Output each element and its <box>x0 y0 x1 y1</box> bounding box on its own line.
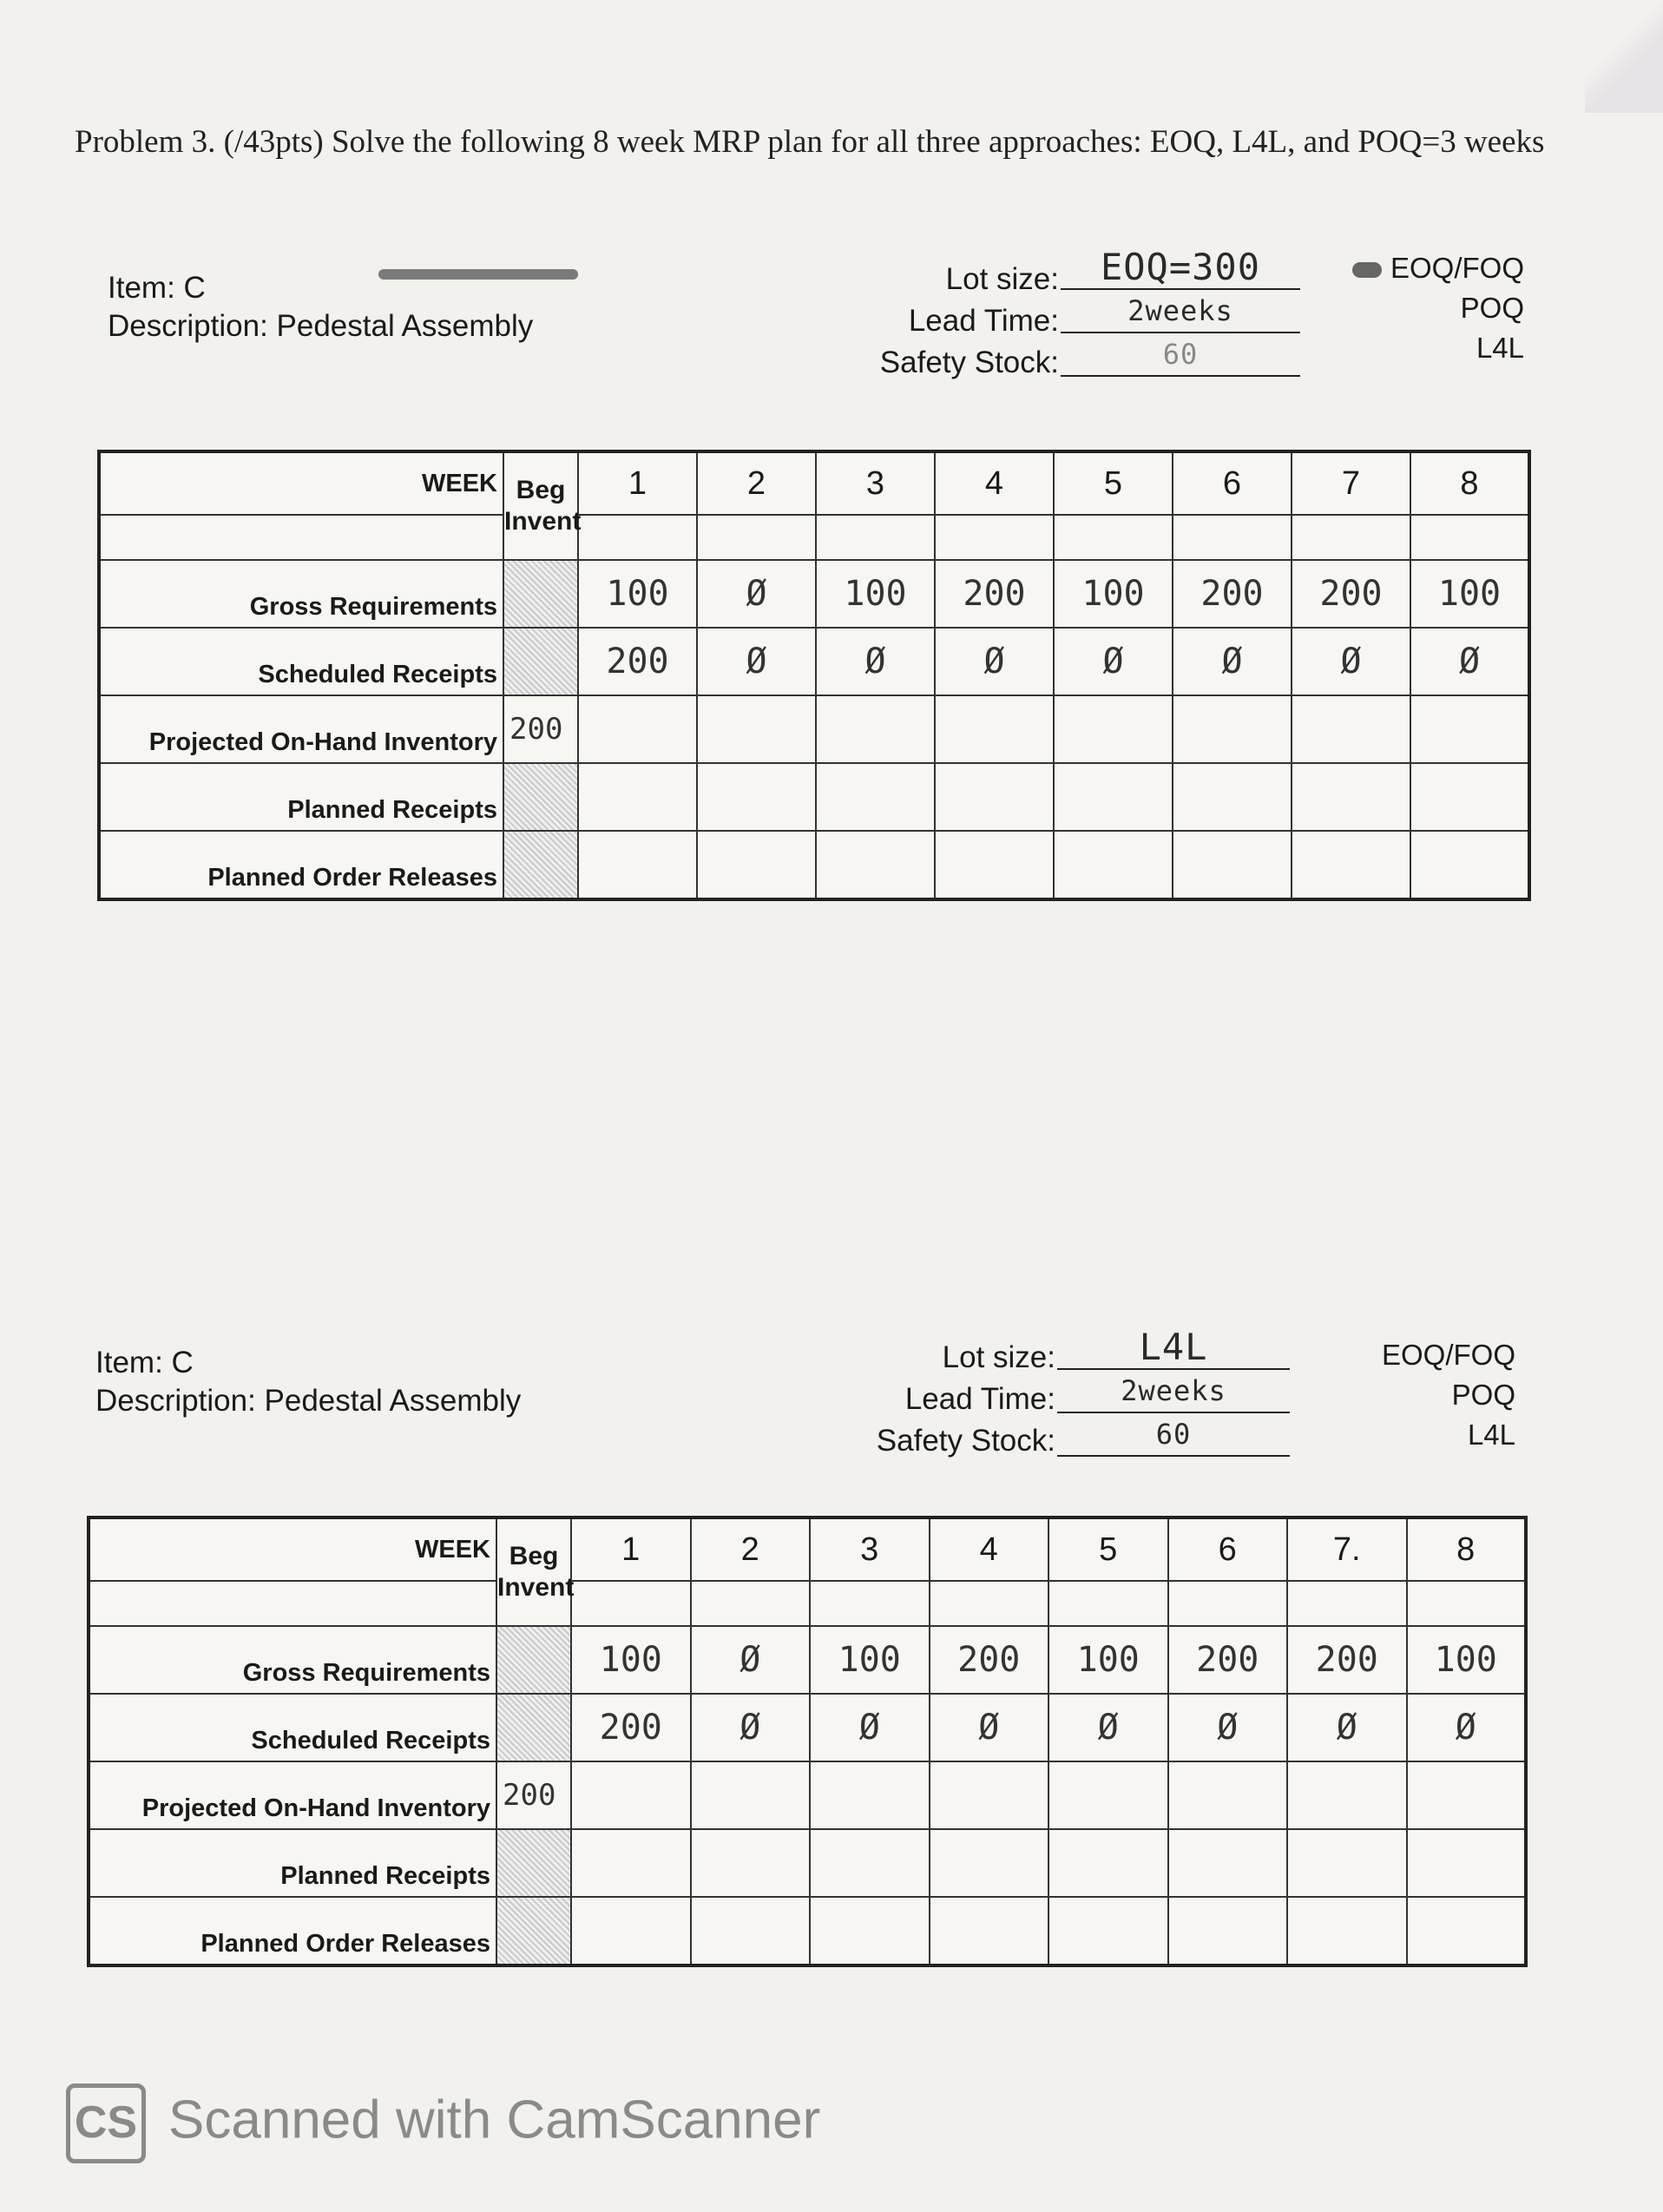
plan2-spacer-row <box>89 1581 1526 1626</box>
camscanner-watermark <box>66 2084 820 2163</box>
plan1-pr-cell[interactable] <box>578 763 697 831</box>
plan1-gross-req-cell[interactable]: 200 <box>935 560 1054 628</box>
plan1-safety-stock-value: 60 <box>1061 333 1300 377</box>
plan1-scheduled-receipts-row <box>99 628 1529 695</box>
plan2-por-cell[interactable] <box>1287 1897 1407 1965</box>
plan1-gross-req-cell[interactable]: Ø <box>697 560 816 628</box>
plan2-gross-req-cell[interactable]: 100 <box>1407 1626 1527 1694</box>
plan2-poh-cell[interactable] <box>1048 1761 1168 1829</box>
plan1-por-cell[interactable] <box>816 831 935 899</box>
plan1-param-values <box>1061 247 1300 377</box>
plan2-week-7: 7. <box>1287 1517 1407 1581</box>
plan2-por-cell[interactable] <box>571 1897 691 1965</box>
plan2-description: Description: Pedestal Assembly <box>95 1384 522 1418</box>
plan2-week-3: 3 <box>810 1517 930 1581</box>
plan2-item: Item: C <box>95 1346 194 1379</box>
plan2-gross-req-cell[interactable]: Ø <box>691 1626 811 1694</box>
plan1-sched-rec-cell[interactable]: Ø <box>935 628 1054 695</box>
plan1-sched-rec-cell[interactable]: Ø <box>816 628 935 695</box>
plan2-poh-cell[interactable] <box>1407 1761 1527 1829</box>
plan2-sched-rec-cell[interactable]: Ø <box>810 1694 930 1761</box>
plan1-planned-receipts-row <box>99 763 1529 831</box>
plan1-poh-cell[interactable] <box>578 695 697 763</box>
plan1-pr-cell[interactable] <box>1410 763 1529 831</box>
plan2-pr-cell[interactable] <box>571 1829 691 1897</box>
plan1-sched-rec-cell[interactable]: Ø <box>697 628 816 695</box>
plan2-method-poq: POQ <box>1451 1379 1515 1411</box>
plan1-week-3: 3 <box>816 451 935 515</box>
plan2-poh-cell[interactable] <box>1168 1761 1288 1829</box>
plan2-lead-time-value: 2weeks <box>1057 1370 1290 1413</box>
plan2-pr-cell[interactable] <box>1407 1829 1527 1897</box>
plan2-pr-cell[interactable] <box>1048 1829 1168 1897</box>
plan2-por-cell[interactable] <box>930 1897 1049 1965</box>
plan2-poh-cell[interactable] <box>691 1761 811 1829</box>
plan1-week-1: 1 <box>578 451 697 515</box>
plan1-item: Item: C <box>108 271 206 305</box>
plan2-sched-rec-cell[interactable]: 200 <box>571 1694 691 1761</box>
scan-edge-artifact <box>1585 0 1663 113</box>
plan2-por-cell[interactable] <box>1168 1897 1288 1965</box>
plan2-param-labels <box>795 1337 1055 1462</box>
plan1-method-list <box>1328 248 1524 368</box>
plan1-poh-cell[interactable] <box>1292 695 1410 763</box>
plan2-sched-rec-cell[interactable]: Ø <box>1168 1694 1288 1761</box>
plan1-week-4: 4 <box>935 451 1054 515</box>
plan2-lead-time-label: Lead Time: <box>904 1382 1055 1416</box>
plan2-lot-size-label: Lot size: <box>942 1340 1055 1374</box>
plan1-poh-cell[interactable] <box>697 695 816 763</box>
plan2-week-1: 1 <box>571 1517 691 1581</box>
plan2-sched-rec-cell[interactable]: Ø <box>1048 1694 1168 1761</box>
plan1-description: Description: Pedestal Assembly <box>108 309 534 343</box>
plan1-projected-on-hand-label: Projected On-Hand Inventory <box>99 695 503 763</box>
plan2-week-6: 6 <box>1168 1517 1288 1581</box>
plan2-gross-req-cell[interactable]: 100 <box>810 1626 930 1694</box>
plan2-sched-rec-cell[interactable]: Ø <box>1287 1694 1407 1761</box>
plan2-scheduled-receipts-row <box>89 1694 1526 1761</box>
plan1-gross-requirements-label: Gross Requirements <box>99 560 503 628</box>
plan2-week-5: 5 <box>1048 1517 1168 1581</box>
plan1-gross-req-cell[interactable]: 100 <box>1410 560 1529 628</box>
plan2-planned-receipts-label: Planned Receipts <box>89 1829 496 1897</box>
plan2-method-l4l: L4L <box>1467 1419 1515 1451</box>
watermark-text: Scanned with CamScanner <box>168 2090 821 2150</box>
plan1-projected-on-hand-row <box>99 695 1529 763</box>
plan1-week-6: 6 <box>1173 451 1292 515</box>
plan1-por-cell[interactable] <box>935 831 1054 899</box>
plan2-safety-stock-label: Safety Stock: <box>876 1424 1055 1458</box>
plan2-gross-req-cell[interactable]: 200 <box>1168 1626 1288 1694</box>
plan1-gross-req-cell[interactable]: 200 <box>1292 560 1410 628</box>
plan2-param-values <box>1057 1327 1290 1457</box>
plan1-lead-time-value: 2weeks <box>1061 290 1300 333</box>
plan1-gross-req-cell[interactable]: 100 <box>1054 560 1173 628</box>
plan2-method-list <box>1319 1335 1515 1455</box>
plan2-week-row <box>89 1517 1526 1581</box>
plan2-gross-req-cell[interactable]: 200 <box>930 1626 1049 1694</box>
plan1-por-cell[interactable] <box>1410 831 1529 899</box>
plan2-sched-rec-cell[interactable]: Ø <box>691 1694 811 1761</box>
plan1-planned-order-releases-row <box>99 831 1529 899</box>
plan2-planned-order-releases-row <box>89 1897 1526 1965</box>
plan2-projected-on-hand-label: Projected On-Hand Inventory <box>89 1761 496 1829</box>
plan1-param-labels <box>799 259 1059 384</box>
plan2-method-eoq: EOQ/FOQ <box>1381 1339 1515 1371</box>
plan2-pr-cell[interactable] <box>930 1829 1049 1897</box>
plan1-item-header <box>108 269 533 346</box>
plan2-scheduled-receipts-label: Scheduled Receipts <box>89 1694 496 1761</box>
plan1-week-row <box>99 451 1529 515</box>
plan2-poh-cell[interactable] <box>571 1761 691 1829</box>
plan2-week-2: 2 <box>691 1517 811 1581</box>
plan1-pr-cell[interactable] <box>697 763 816 831</box>
plan1-gross-req-cell[interactable]: 100 <box>578 560 697 628</box>
plan2-gross-req-cell[interactable]: 100 <box>1048 1626 1168 1694</box>
plan1-sched-rec-cell[interactable]: Ø <box>1410 628 1529 695</box>
plan1-planned-order-releases-label: Planned Order Releases <box>99 831 503 899</box>
plan1-week-label: WEEK <box>99 451 503 515</box>
plan1-scheduled-receipts-label: Scheduled Receipts <box>99 628 503 695</box>
plan1-pr-cell[interactable] <box>1173 763 1292 831</box>
plan2-pr-cell[interactable] <box>1287 1829 1407 1897</box>
plan1-gross-req-cell[interactable]: 100 <box>816 560 935 628</box>
plan2-pr-cell[interactable] <box>691 1829 811 1897</box>
plan1-week-5: 5 <box>1054 451 1173 515</box>
plan1-pr-cell[interactable] <box>1292 763 1410 831</box>
plan1-por-cell[interactable] <box>1054 831 1173 899</box>
plan1-poh-cell[interactable] <box>1173 695 1292 763</box>
plan1-pr-cell[interactable] <box>816 763 935 831</box>
plan2-mrp-table <box>87 1516 1528 1967</box>
plan1-lot-size-value: EOQ=300 <box>1061 247 1300 290</box>
plan1-beg-invent-header: Beg Invent <box>503 451 578 560</box>
plan1-gross-req-cell[interactable]: 200 <box>1173 560 1292 628</box>
plan2-safety-stock-value: 60 <box>1057 1413 1290 1457</box>
plan2-poh-cell[interactable] <box>810 1761 930 1829</box>
plan1-poh-cell[interactable] <box>935 695 1054 763</box>
plan2-gross-requirements-label: Gross Requirements <box>89 1626 496 1694</box>
plan1-por-cell[interactable] <box>578 831 697 899</box>
plan1-method-l4l: L4L <box>1476 332 1524 364</box>
plan2-por-cell[interactable] <box>1048 1897 1168 1965</box>
plan2-week-label: WEEK <box>89 1517 496 1581</box>
plan1-method-eoq: EOQ/FOQ <box>1328 248 1524 288</box>
plan2-projected-on-hand-row <box>89 1761 1526 1829</box>
plan1-poh-cell[interactable] <box>1054 695 1173 763</box>
plan2-lot-size-value: L4L <box>1057 1327 1290 1370</box>
plan2-planned-receipts-row <box>89 1829 1526 1897</box>
problem-statement: Problem 3. (/43pts) Solve the following 8 week MRP plan for all three approaches: EOQ, L4L, and POQ=3 weeks <box>75 124 1545 160</box>
plan2-beg-inventory-value[interactable]: 200 <box>496 1761 571 1829</box>
plan2-gross-requirements-row <box>89 1626 1526 1694</box>
plan1-poh-cell[interactable] <box>1410 695 1529 763</box>
plan2-planned-order-releases-label: Planned Order Releases <box>89 1897 496 1965</box>
plan1-poh-cell[interactable] <box>816 695 935 763</box>
plan2-item-header <box>95 1344 521 1420</box>
plan2-por-cell[interactable] <box>1407 1897 1527 1965</box>
plan1-por-cell[interactable] <box>1173 831 1292 899</box>
plan1-method-poq: POQ <box>1460 292 1524 324</box>
plan1-mrp-table <box>97 450 1531 901</box>
plan2-sched-rec-cell[interactable]: Ø <box>1407 1694 1527 1761</box>
plan2-week-8: 8 <box>1407 1517 1527 1581</box>
plan2-beg-invent-header: Beg Invent <box>496 1517 571 1626</box>
redaction-mark <box>378 269 578 280</box>
plan1-planned-receipts-label: Planned Receipts <box>99 763 503 831</box>
plan1-gross-requirements-row <box>99 560 1529 628</box>
plan2-pr-cell[interactable] <box>810 1829 930 1897</box>
plan1-sched-rec-cell[interactable]: Ø <box>1292 628 1410 695</box>
plan1-sched-rec-cell[interactable]: 200 <box>578 628 697 695</box>
plan2-week-4: 4 <box>930 1517 1049 1581</box>
plan1-pr-cell[interactable] <box>1054 763 1173 831</box>
plan1-por-cell[interactable] <box>1292 831 1410 899</box>
plan1-safety-stock-label: Safety Stock: <box>879 346 1059 379</box>
plan1-week-7: 7 <box>1292 451 1410 515</box>
selected-marker-icon <box>1352 262 1382 278</box>
camscanner-logo-icon: CS <box>66 2084 146 2163</box>
plan2-pr-cell[interactable] <box>1168 1829 1288 1897</box>
plan2-poh-cell[interactable] <box>1287 1761 1407 1829</box>
plan1-week-8: 8 <box>1410 451 1529 515</box>
plan2-sched-rec-cell[interactable]: Ø <box>930 1694 1049 1761</box>
plan2-poh-cell[interactable] <box>930 1761 1049 1829</box>
plan2-por-cell[interactable] <box>691 1897 811 1965</box>
plan1-sched-rec-cell[interactable]: Ø <box>1054 628 1173 695</box>
plan2-gross-req-cell[interactable]: 100 <box>571 1626 691 1694</box>
plan1-por-cell[interactable] <box>697 831 816 899</box>
plan1-spacer-row <box>99 515 1529 560</box>
plan2-por-cell[interactable] <box>810 1897 930 1965</box>
plan1-week-2: 2 <box>697 451 816 515</box>
plan1-lot-size-label: Lot size: <box>945 262 1059 296</box>
plan2-gross-req-cell[interactable]: 200 <box>1287 1626 1407 1694</box>
plan1-lead-time-label: Lead Time: <box>908 304 1059 338</box>
plan1-beg-inventory-value[interactable]: 200 <box>503 695 578 763</box>
plan1-pr-cell[interactable] <box>935 763 1054 831</box>
plan1-sched-rec-cell[interactable]: Ø <box>1173 628 1292 695</box>
